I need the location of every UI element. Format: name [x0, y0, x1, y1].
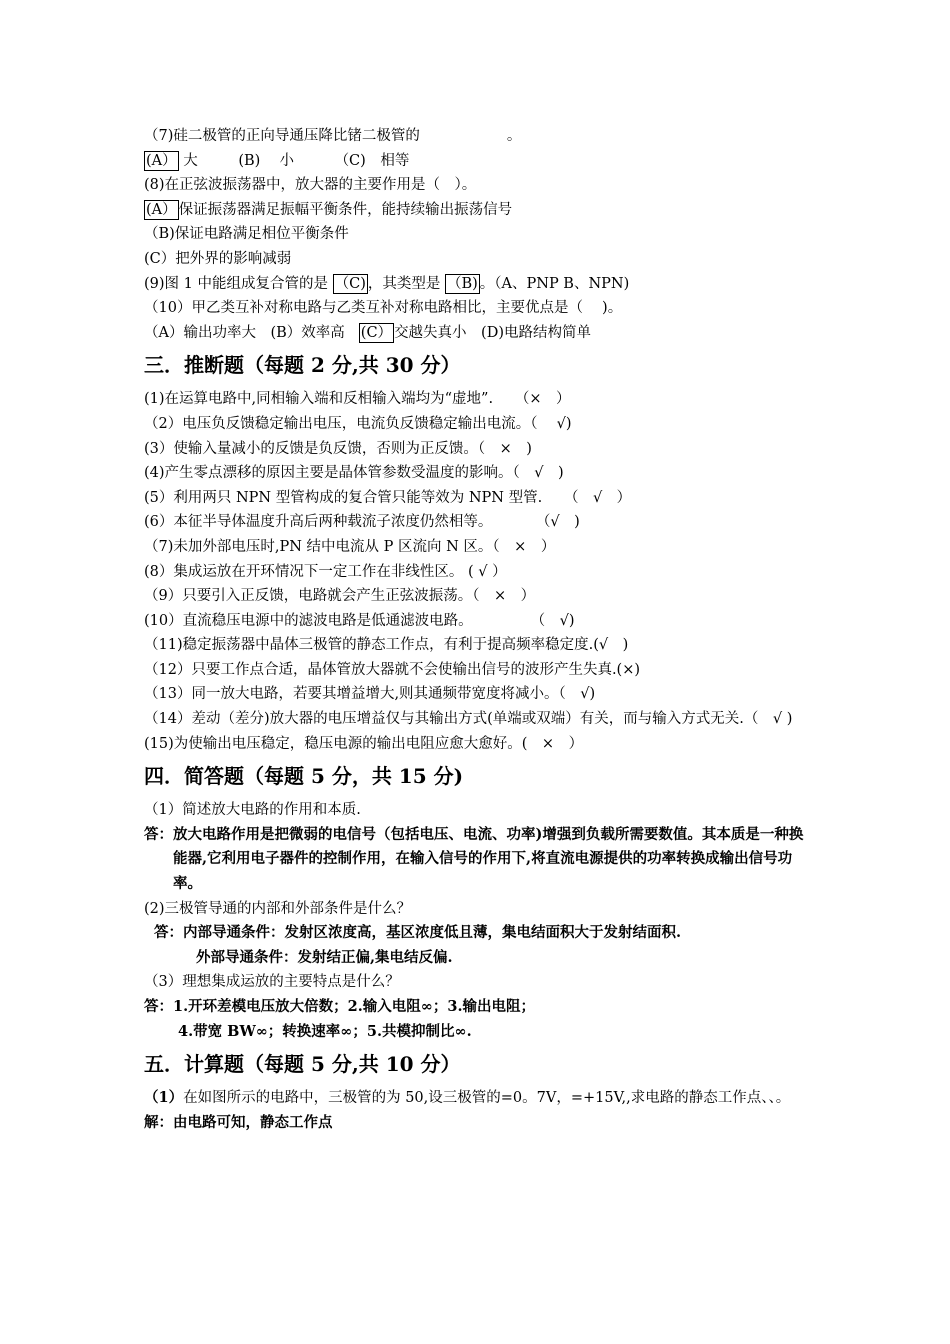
question-label: （1） [144, 1089, 184, 1107]
calculation-question-1 [144, 1086, 814, 1111]
document-content [144, 124, 814, 1135]
options-cd: 交越失真小 (D)电路结构简单 [394, 324, 592, 341]
short-answer-3-line-1: 答：1.开环差模电压放大倍数；2.输入电阻∞；3.输出电阻； [144, 998, 535, 1015]
short-answer-2-line-1: 答：内部导通条件：发射区浓度高，基区浓度低且薄，集电结面积大于发射结面积. [154, 924, 682, 942]
judgement-item-13: （13）同一放大电路，若要其增益增大,则其通频带宽度将减小。（ √) [144, 686, 596, 703]
question-7: （7)硅二极管的正向导通压降比锗二极管的 。 [144, 128, 522, 144]
question-9-options: 。（A、PNP B、NPN) [479, 275, 630, 292]
selected-answer-box: (C） [360, 324, 393, 341]
judgement-item-3: (3）使输入量减小的反馈是负反馈，否则为正反馈。（ × ) [144, 440, 532, 457]
judgement-item-4: (4)产生零点漂移的原因主要是晶体管参数受温度的影响。（ √ ) [144, 465, 564, 482]
judgement-item-8: (8）集成运放在开环情况下一定工作在非线性区。 ( √ ） [144, 563, 507, 580]
question-9-text: (9)图 1 中能组成复合管的是 [144, 275, 328, 292]
short-answer-2-line-2: 外部导通条件：发射结正偏,集电结反偏. [196, 948, 453, 966]
answer-text: 放大电路作用是把微弱的电信号（包括电压、电流、功率)增强到负载所需要数值。其本质是一种换能器,它利用电子器件的控制作用，在输入信号的作用下,将直流电源提供的功率转换成输出信号功率。 [173, 825, 804, 893]
question-7-options [144, 149, 814, 174]
answer-box-1: （C) [334, 275, 366, 292]
judgement-item-2: （2）电压负反馈稳定输出电压，电流负反馈稳定输出电流。（ √) [144, 415, 572, 432]
short-question-2: (2)三极管导通的内部和外部条件是什么？ [144, 900, 412, 917]
judgement-item-10: (10）直流稳压电源中的滤波电路是低通滤波电路。 （ √) [144, 612, 575, 629]
short-answer-3-line-2: 4.带宽 BW∞；转换速率∞；5.共模抑制比∞. [178, 1022, 472, 1040]
question-10-options [144, 321, 814, 346]
question-8: (8)在正弦波振荡器中，放大器的主要作用是（ ）。 [144, 177, 477, 194]
option-a-text: 保证振荡器满足振幅平衡条件，能持续输出振荡信号 [178, 201, 513, 218]
options-ab: （A）输出功率大 (B）效率高 [144, 324, 345, 341]
judgement-item-12: （12）只要工作点合适，晶体管放大器就不会使输出信号的波形产生失真.(×) [144, 661, 641, 678]
section-heading-judgement: 三．推断题（每题 2 分,共 30 分） [144, 353, 461, 378]
short-answer-1 [144, 823, 814, 897]
judgement-item-5: (5）利用两只 NPN 型管构成的复合管只能等效为 NPN 型管. （ √ ） [144, 489, 632, 506]
judgement-item-7: （7)未加外部电压时,PN 结中电流从 P 区流向 N 区。（ × ） [144, 538, 556, 555]
question-9 [144, 272, 814, 297]
question-8-option-b: （B)保证电路满足相位平衡条件 [144, 226, 349, 243]
judgement-item-1: (1)在运算电路中,同相输入端和反相输入端均为“虚地”. （× ） [144, 391, 571, 408]
question-8-option-a [144, 198, 814, 223]
judgement-item-15: (15)为使输出电压稳定，稳压电源的输出电阻应愈大愈好。( × ） [144, 735, 584, 752]
question-10: （10）甲乙类互补对称电路与乙类互补对称电路相比，主要优点是（ )。 [144, 300, 623, 317]
judgement-item-6: (6）本征半导体温度升高后两种载流子浓度仍然相等。 （√ ) [144, 514, 580, 531]
short-question-1: （1）简述放大电路的作用和本质. [144, 802, 361, 819]
calculation-answer-1: 解：由电路可知，静态工作点 [144, 1113, 333, 1131]
judgement-item-14: （14）差动（差分)放大器的电压增益仅与其输出方式(单端或双端）有关，而与输入方式无关.（ √ ) [144, 711, 793, 728]
section-heading-short-answer: 四．简答题（每题 5 分，共 15 分) [144, 764, 464, 789]
question-9-mid: ，其类型是 [367, 275, 441, 292]
selected-answer-box: (A） [146, 201, 177, 218]
short-question-3: （3）理想集成运放的主要特点是什么？ [144, 974, 400, 991]
option-c: （C) 相等 [334, 152, 410, 169]
option-b: (B) 小 [238, 152, 294, 169]
judgement-item-9: （9）只要引入正反馈，电路就会产生正弦波振荡。（ × ） [144, 588, 536, 605]
question-8-option-c: (C）把外界的影响减弱 [144, 250, 292, 267]
section-heading-calculation: 五．计算题（每题 5 分,共 10 分） [144, 1052, 461, 1077]
answer-label: 答： [144, 825, 173, 843]
answer-box-2: （B) [446, 275, 478, 292]
selected-answer-box: (A） [146, 152, 177, 169]
option-a-text: 大 [183, 152, 198, 169]
judgement-item-11: （11)稳定振荡器中晶体三极管的静态工作点，有利于提高频率稳定度.(√ ) [144, 637, 629, 654]
question-text: 在如图所示的电路中，三极管的为 50,设三极管的=0。7V，=+15V,,求电路的静态工作点、、。 [183, 1090, 791, 1107]
